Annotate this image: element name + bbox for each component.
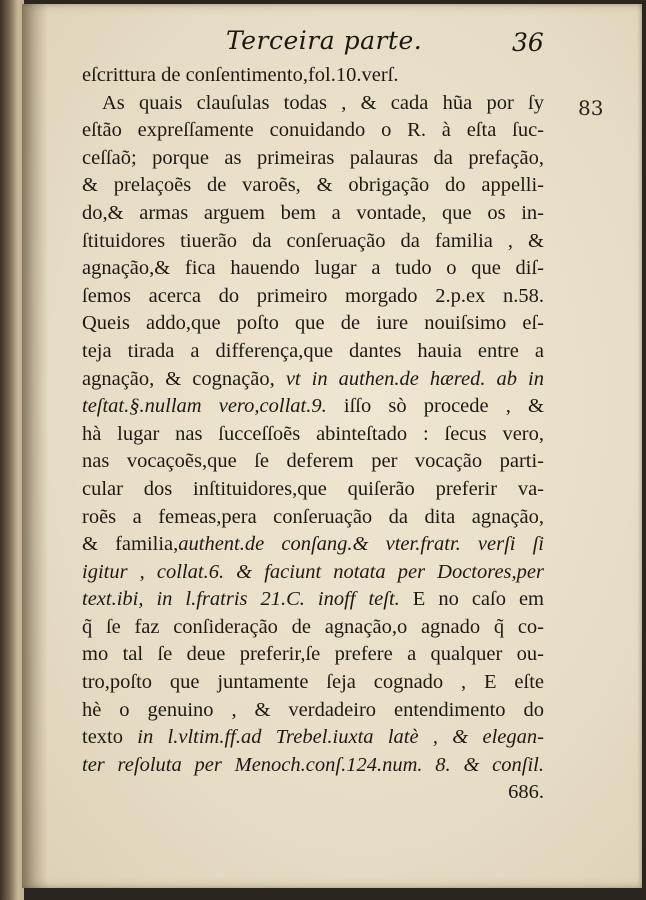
text-segment: ſtituidores tiuerão da conſeruação da familia , &: [82, 229, 544, 252]
latin-citation: in l.vltim.ff.ad Trebel.iuxta latè , & elegan-: [137, 726, 544, 749]
text-line: [82, 504, 544, 532]
text-segment: Queis addo,que poſto que de iure nouiſsimo eſ-: [82, 312, 544, 335]
text-segment: agnação, & cognação,: [82, 367, 286, 390]
text-line: [82, 255, 544, 283]
text-line: [82, 228, 544, 256]
text-line: [82, 752, 544, 780]
latin-citation: vt in authen.de hæred. ab in: [285, 367, 544, 390]
text-segment: cular dos inſtituidores,que quiſerão preferir va-: [82, 477, 544, 500]
text-line: [82, 586, 544, 614]
text-line: [82, 200, 544, 228]
text-segment: eſcrittura de conſentimento,fol.10.verſ.: [82, 64, 399, 86]
latin-citation: teſtat.§.nullam vero,collat.9.: [82, 395, 327, 418]
running-title: Terceira parte.: [226, 26, 423, 55]
text-line: [82, 62, 544, 90]
text-line: [82, 172, 544, 200]
text-segment: tro,poſto que juntamente ſeja cognado , E eſte: [82, 671, 544, 694]
text-line: [82, 90, 544, 118]
text-line: [82, 145, 544, 173]
text-line: [82, 117, 544, 145]
body-text: [82, 62, 544, 807]
text-segment: nas vocaçoẽs,que ſe deferem per vocação parti-: [82, 450, 544, 473]
facing-page-edge: [0, 0, 24, 900]
text-line: [82, 559, 544, 587]
text-line: [82, 641, 544, 669]
text-segment: 686.: [508, 781, 544, 804]
text-line: [82, 448, 544, 476]
text-line: [82, 283, 544, 311]
text-segment: q̃ ſe faz conſideração de agnação,o agnado q̃ co-: [82, 615, 544, 638]
text-segment: As quais clauſulas todas , & cada hũa por ſy: [102, 91, 544, 114]
text-line: [82, 669, 544, 697]
text-segment: & prelaçoẽs de varoẽs, & obrigação do appelli-: [82, 174, 544, 197]
text-line: [82, 338, 544, 366]
text-line: [82, 614, 544, 642]
page-number: 36: [512, 28, 544, 57]
text-segment: eſtão expreſſamente conuidando o R. à eſta ſuc-: [82, 119, 544, 142]
latin-citation: ter reſoluta per Menoch.conſ.124.num. 8. & conſil.: [82, 753, 544, 776]
latin-citation: igitur , collat.6. & faciunt notata per Doctores,per: [82, 560, 544, 583]
text-segment: E no caſo em: [399, 588, 544, 611]
text-line: [82, 476, 544, 504]
text-line: [82, 310, 544, 338]
text-segment: hè o genuino , & verdadeiro entendimento do: [82, 698, 544, 721]
page-header: [0, 22, 646, 62]
text-segment: roẽs a femeas,pera conſeruação da dita agnação,: [82, 505, 544, 528]
text-segment: ſemos acerca do primeiro morgado 2.p.ex n.58.: [82, 284, 544, 307]
text-line: [82, 421, 544, 449]
text-segment: & familia,: [82, 533, 179, 556]
latin-citation: text.ibi, in l.fratris 21.C. inoff teſt.: [82, 588, 400, 611]
gutter-shadow: [22, 4, 48, 888]
text-segment: do,& armas arguem bem a vontade, que os in-: [82, 201, 544, 224]
text-segment: texto: [82, 726, 138, 749]
margin-note: 83: [578, 96, 604, 120]
text-segment: ceſſaõ; porque as primeiras palauras da prefação,: [82, 146, 544, 169]
text-segment: teja tirada a differença,que dantes hauia entre a: [82, 339, 544, 362]
text-line: [82, 697, 544, 725]
catchword: [82, 779, 544, 807]
text-segment: mo tal ſe deue preferir,ſe prefere a qualquer ou-: [82, 643, 544, 666]
text-line: [82, 724, 544, 752]
text-segment: iſſo sò procede , &: [326, 395, 544, 418]
text-line: [82, 393, 544, 421]
latin-citation: authent.de conſang.& vter.fratr. verſi ſi: [178, 533, 544, 556]
text-segment: agnação,& fica hauendo lugar a tudo o que diſ-: [82, 257, 544, 280]
text-line: [82, 531, 544, 559]
text-line: [82, 366, 544, 394]
text-segment: hà lugar nas ſucceſſoẽs abinteſtado : ſecus vero,: [82, 422, 544, 445]
